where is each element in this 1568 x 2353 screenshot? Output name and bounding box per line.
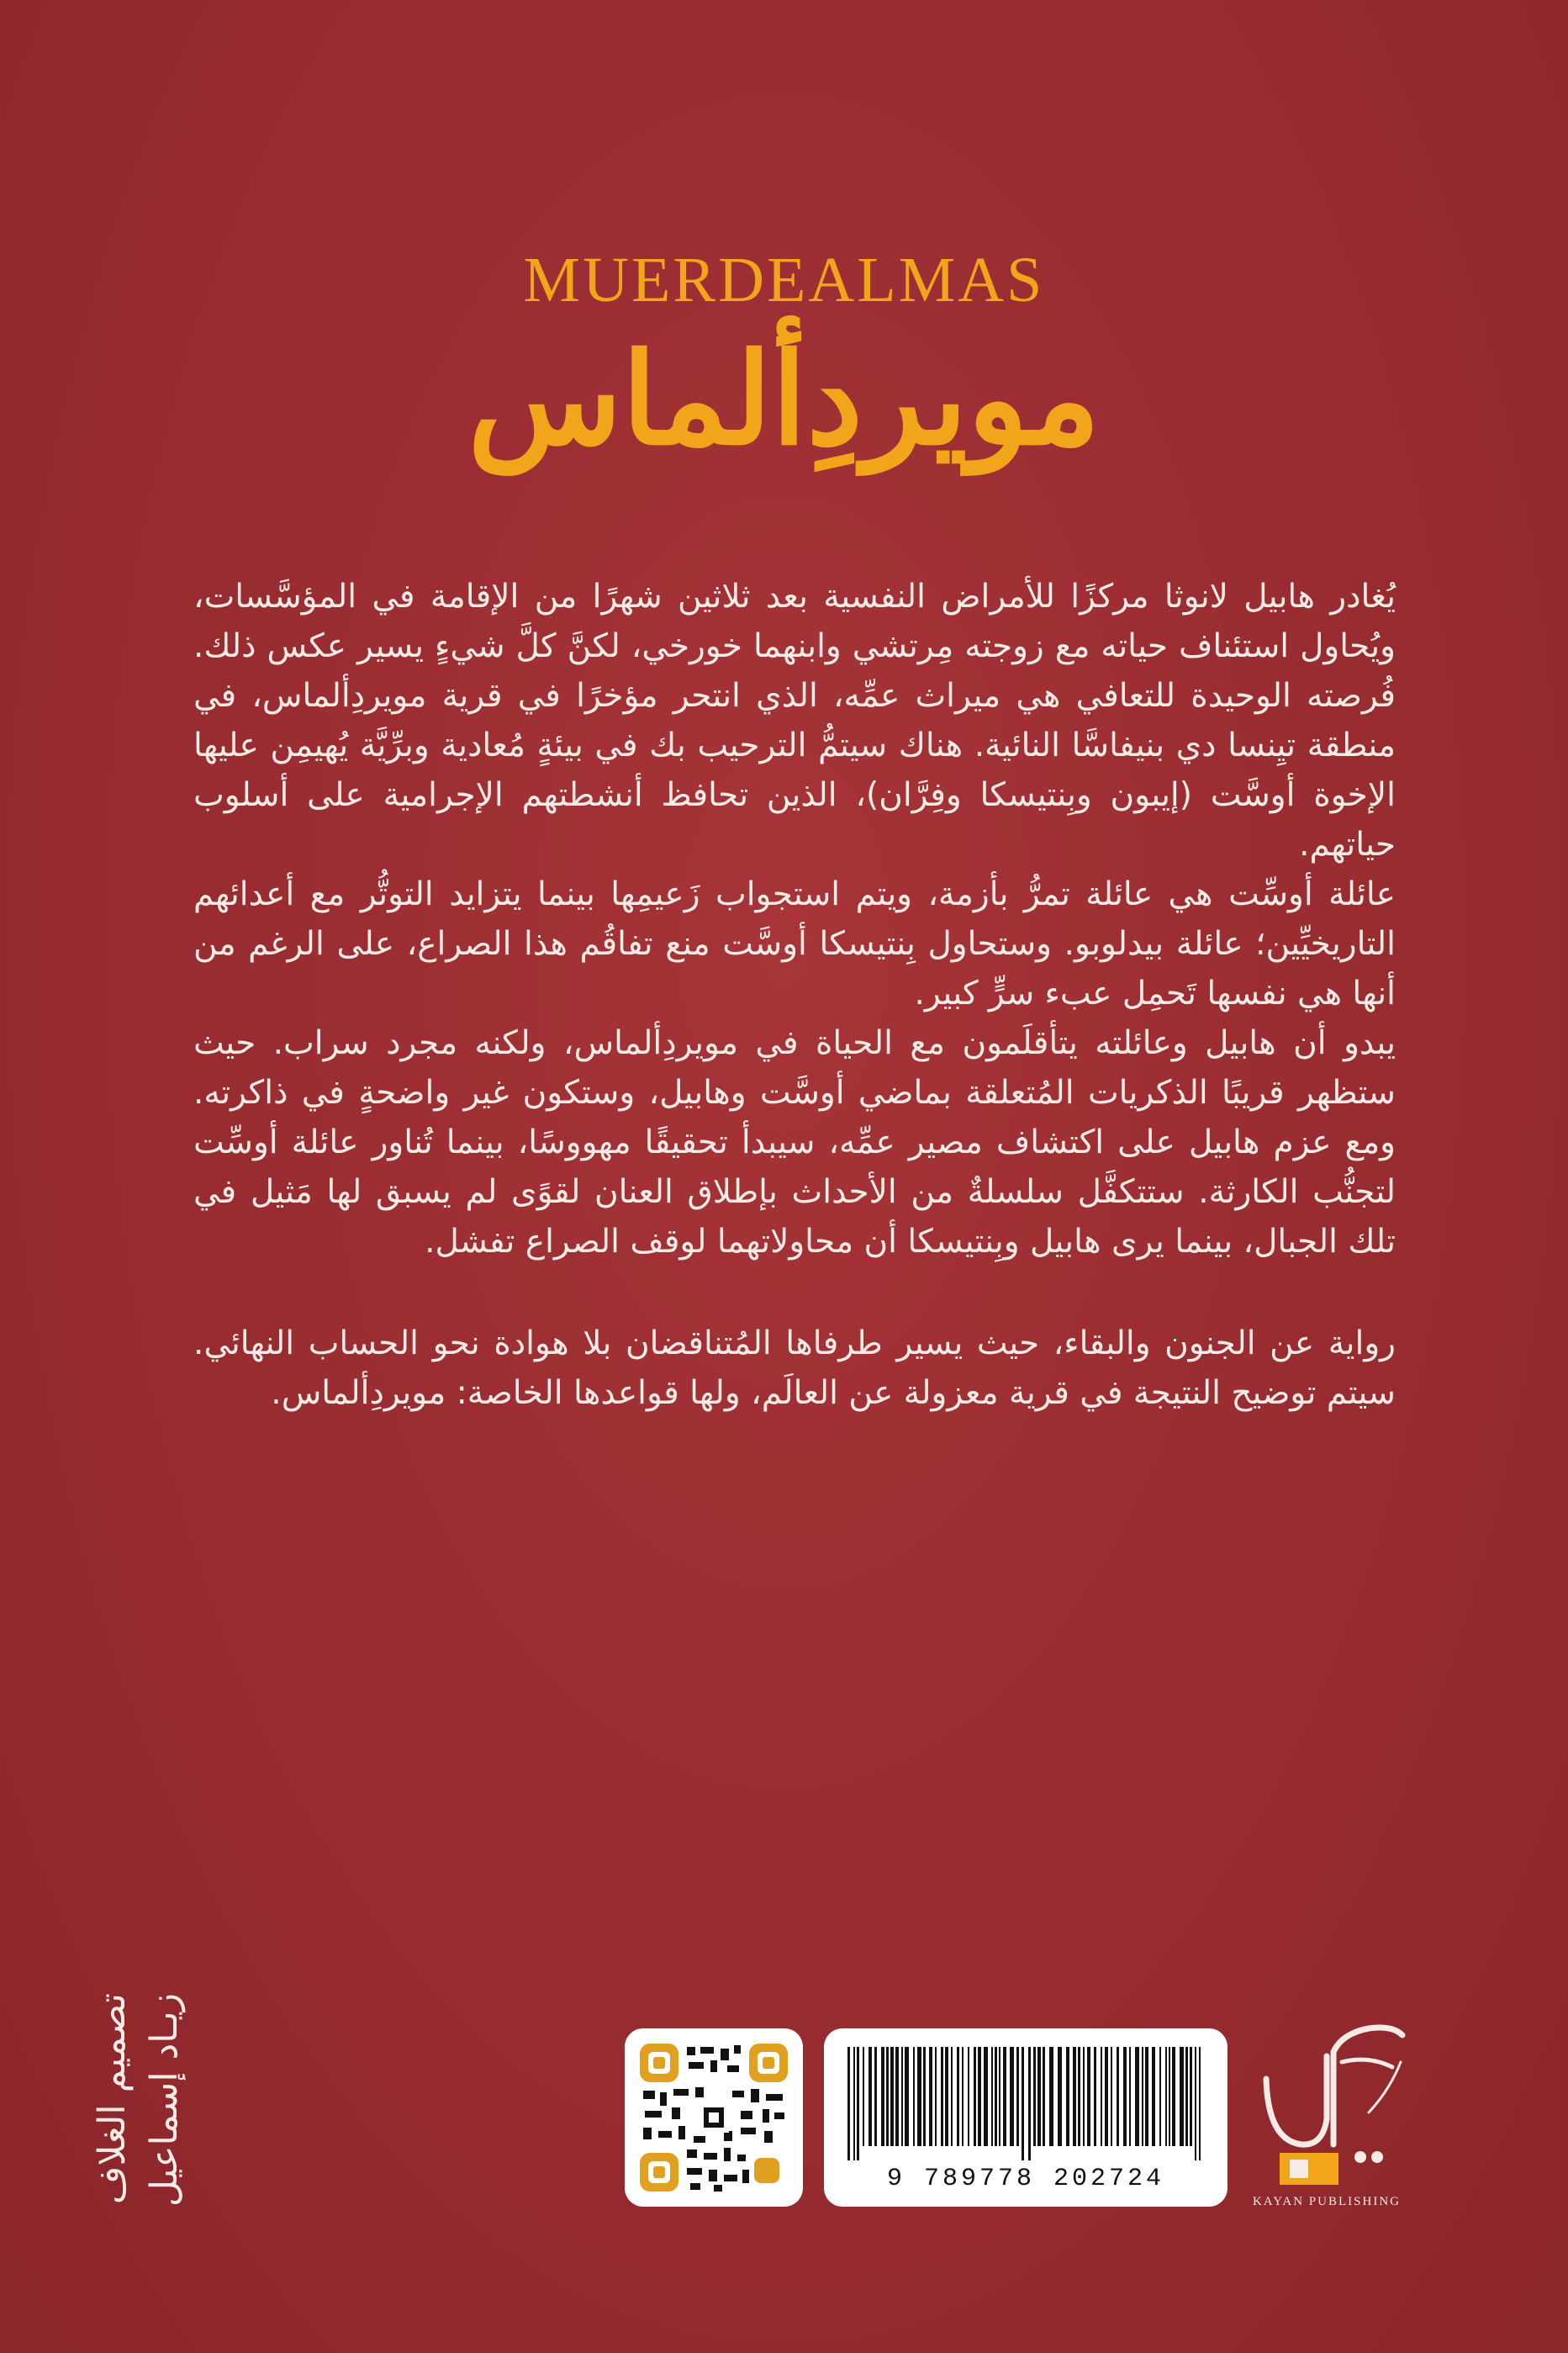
barcode-bar — [1142, 2047, 1143, 2146]
barcode-bar — [991, 2047, 993, 2146]
barcode-bar — [962, 2047, 964, 2146]
barcode-bar — [995, 2047, 997, 2146]
arabic-title: مويردِألماس — [467, 325, 1101, 473]
barcode-bar — [1129, 2047, 1131, 2146]
barcode-bar — [978, 2047, 981, 2146]
barcode-bar — [853, 2047, 855, 2160]
barcode-icon — [841, 2047, 1211, 2160]
barcode-bar — [923, 2047, 926, 2146]
barcode-bar — [1010, 2047, 1014, 2146]
barcode-bar — [874, 2047, 877, 2146]
barcode-bar — [1022, 2047, 1024, 2160]
barcode-bar — [945, 2047, 948, 2146]
barcode-bar — [984, 2047, 988, 2146]
blurb-paragraph-3: يبدو أن هابيل وعائلته يتأقلَمون مع الحياة في مويردِألماس، ولكنه مجرد سراب. حيث ستظهر قريبًا الذكريات المُتعلقة بماضي أوسَّت وهابيل، وستكون غير واضحةٍ في ذاكرته. ومع عزم هابيل على اكتشاف مصير عمِّه، سيبدأ تحقيقًا مهووسًا، بينما تُناور عائلة أوسِّت لتجنُّب الكارثة. ستتكفَّل سلسلةٌ من الأحداث بإطلاق العنان لقوًى لم يسبق لها مَثيل في تلك الجبال، بينما يرى هابيل وبِنتيسكا أن محاولاتهما لوقف الصراع تفشل. — [193, 1024, 1396, 1261]
barcode-bar — [1172, 2047, 1175, 2146]
barcode-bar — [1094, 2047, 1096, 2146]
barcode-bar — [890, 2047, 894, 2146]
barcode-bar — [1049, 2047, 1053, 2146]
barcode-bar — [1195, 2047, 1196, 2160]
barcode-bar — [1087, 2047, 1090, 2146]
barcode-bar — [1033, 2047, 1036, 2146]
barcode-bar — [1111, 2047, 1112, 2146]
barcode-bar — [941, 2047, 943, 2146]
blurb-paragraph-2: عائلة أوسِّت هي عائلة تمرُّ بأزمة، ويتم استجواب زَعيمِها بينما يتزايد التوتُّر مع أعدائهم التاريخيِّين؛ عائلة بيدلوبو. وستحاول بِنتيسكا أوسَّت منع تفاقُم هذا الصراع، على الرغم من أنها هي نفسها تَحمِل عبء سرٍّ كبير. — [193, 875, 1396, 1013]
barcode-bar — [951, 2047, 953, 2146]
latin-title: MUERDEALMAS — [523, 245, 1045, 315]
barcode-bar — [1101, 2047, 1102, 2146]
barcode-bar — [917, 2047, 921, 2146]
barcode-bar — [1105, 2047, 1108, 2146]
qr-code[interactable] — [625, 2028, 803, 2207]
barcode-bar — [1135, 2047, 1139, 2146]
barcode-bar — [935, 2047, 937, 2146]
barcode-bar — [1185, 2047, 1188, 2146]
barcode-bar — [913, 2047, 915, 2146]
barcode-bar — [881, 2047, 884, 2146]
barcode-bar — [999, 2047, 1000, 2146]
barcode-bar — [1123, 2047, 1127, 2146]
barcode-bar — [1066, 2047, 1069, 2146]
barcode-bar — [1145, 2047, 1148, 2146]
barcode-bar — [1028, 2047, 1031, 2160]
barcode-bar — [863, 2047, 864, 2146]
barcode-bar — [1165, 2047, 1167, 2146]
isbn-barcode — [824, 2028, 1227, 2207]
barcode-bar — [1117, 2047, 1119, 2146]
barcode-bar — [1190, 2047, 1192, 2146]
barcode-bar — [895, 2047, 899, 2146]
barcode-bar — [1037, 2047, 1041, 2146]
blurb-paragraph-4: رواية عن الجنون والبقاء، حيث يسير طرفاها المُتناقضان بلا هوادة نحو الحساب النهائي. سيتم توضيح النتيجة في قرية معزولة عن العالَم، ولها قواعدها الخاصة: مويردِألماس. — [193, 1325, 1396, 1412]
barcode-bar — [847, 2047, 850, 2160]
blurb-paragraph-1: يُغادر هابيل لانوثا مركزًا للأمراض النفسية بعد ثلاثين شهرًا من الإقامة في المؤسَّسات، ويُحاول استئناف حياته مع زوجته مِرتشي وابنهما خورخي، لكنَّ كلَّ شيءٍ يسير عكس ذلك. فُرصته الوحيدة للتعافي هي ميراث عمِّه، الذي انتحر مؤخرًا في قرية مويردِألماس، في منطقة تيِنسا دي بنيفاسَّا النائية. هناك سيتمُّ الترحيب بك في بيئةٍ مُعادية وبرِّيَّة يُهيمِن عليها الإخوة أوسَّت (إيبون وبِنتيسكا وفِرَّان)، الذين تحافظ أنشطتهم الإجرامية على أسلوب حياتهم. — [193, 578, 1396, 864]
credit-label: تصميم الغلاف — [91, 1993, 134, 2205]
barcode-bar — [905, 2047, 909, 2146]
cover-design-credit — [91, 1993, 217, 2329]
barcode-bar — [1199, 2047, 1201, 2160]
barcode-bar — [1159, 2047, 1161, 2146]
kayan-logo-icon — [1243, 2018, 1411, 2191]
barcode-bar — [1078, 2047, 1080, 2146]
barcode-bar — [929, 2047, 932, 2146]
barcode-bar — [901, 2047, 903, 2146]
barcode-bar — [957, 2047, 959, 2146]
barcode-bar — [974, 2047, 976, 2146]
barcode-bar — [1152, 2047, 1155, 2146]
publisher-name: KAYAN PUBLISHING — [1252, 2195, 1402, 2208]
barcode-bar — [868, 2047, 872, 2146]
barcode-bar — [1003, 2047, 1006, 2146]
barcode-bar — [1043, 2047, 1045, 2146]
barcode-bar — [886, 2047, 889, 2146]
isbn-number: 9 789778 202724 — [886, 2165, 1165, 2193]
barcode-bar — [1073, 2047, 1076, 2146]
qr-code-icon — [640, 2044, 788, 2192]
barcode-bar — [1169, 2047, 1170, 2146]
barcode-bar — [968, 2047, 969, 2146]
barcode-bar — [1016, 2047, 1019, 2146]
barcode-bar — [1058, 2047, 1062, 2146]
barcode-bar — [1083, 2047, 1085, 2146]
barcode-bar — [857, 2047, 859, 2160]
barcode-bar — [1180, 2047, 1184, 2146]
publisher-logo — [1243, 2018, 1411, 2220]
blurb — [193, 572, 1396, 1418]
credit-designer: زيـاد إسماعيل — [143, 1993, 186, 2208]
